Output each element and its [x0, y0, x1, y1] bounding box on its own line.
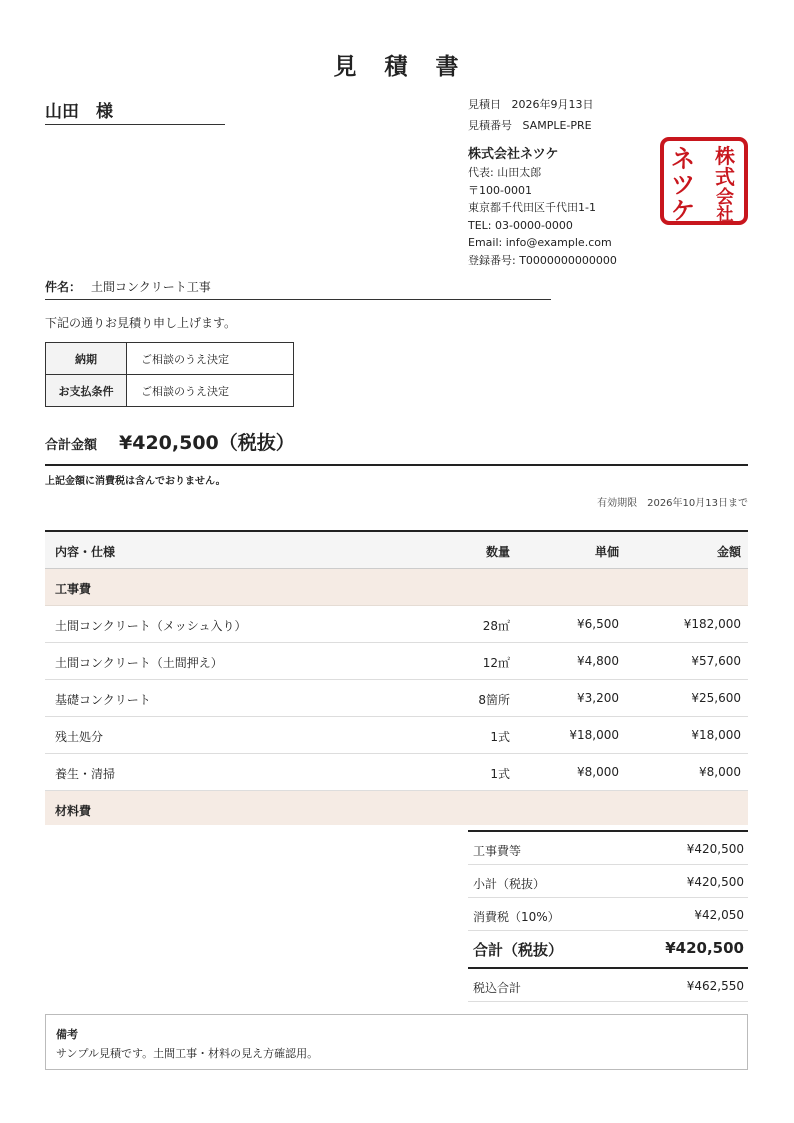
summary-row: [468, 832, 748, 865]
category-row: [45, 569, 748, 606]
item-price: ¥4,800: [577, 654, 619, 668]
items-table: [45, 530, 748, 825]
svg-text:社: 社: [716, 205, 734, 225]
tax-included-value: ¥462,550: [686, 979, 744, 993]
table-row: [45, 643, 748, 680]
item-desc: 土間コンクリート（土間押え）: [55, 656, 223, 670]
terms-row: [46, 343, 294, 375]
terms-value: ご相談のうえ決定: [127, 375, 294, 407]
header-desc: 内容・仕様: [55, 545, 116, 559]
terms-table: [45, 342, 294, 407]
tax-note: 上記金額に消費税は含んでおりません。: [45, 476, 226, 487]
grand-total-value: ¥420,500: [665, 939, 744, 957]
subject-value: 土間コンクリート工事: [91, 280, 211, 294]
category-name: 工事費: [55, 582, 92, 596]
company-postal: 〒100-0001: [468, 183, 532, 197]
table-row: [45, 606, 748, 643]
item-price: ¥8,000: [577, 765, 619, 779]
item-desc: 土間コンクリート（メッシュ入り）: [55, 619, 247, 633]
terms-row: [46, 375, 294, 407]
company-info: [468, 164, 617, 269]
summary-tax-included: [468, 969, 748, 1002]
notes-box: [45, 1014, 748, 1070]
estimate-date-value: 2026年9月13日: [511, 98, 594, 111]
summary-value: ¥42,050: [694, 908, 744, 922]
item-price: ¥6,500: [577, 617, 619, 631]
header-qty: 数量: [485, 545, 510, 559]
svg-text:ケ: ケ: [671, 197, 695, 225]
item-qty: 28㎡: [482, 619, 510, 633]
item-amount: ¥25,600: [691, 691, 741, 705]
estimate-date: [468, 96, 594, 112]
svg-text:ネ: ネ: [671, 145, 695, 173]
svg-text:ツ: ツ: [671, 171, 695, 199]
total-value: ¥420,500（税抜）: [119, 432, 295, 454]
subject-label: 件名：: [45, 280, 82, 294]
header-amount: 金額: [716, 545, 741, 559]
item-desc: 養生・清掃: [55, 767, 116, 781]
total-label: 合計金額: [45, 438, 98, 453]
client-name: 山田 様: [45, 97, 225, 125]
company-name: 株式会社ネツケ: [468, 147, 559, 162]
item-amount: ¥57,600: [691, 654, 741, 668]
company-registration: 登録番号: T0000000000000: [468, 253, 617, 267]
summary-table: [468, 830, 748, 1002]
total-amount: [45, 428, 748, 466]
grand-total-label: 合計（税抜）: [473, 941, 564, 959]
summary-grand-total: [468, 931, 748, 969]
item-desc: 基礎コンクリート: [55, 693, 151, 707]
estimate-number-label: 見積番号: [468, 119, 512, 132]
svg-text:株: 株: [715, 144, 735, 168]
item-qty: 1式: [490, 767, 510, 781]
table-row: [45, 717, 748, 754]
estimate-number-value: SAMPLE-PRE: [522, 119, 592, 132]
item-desc: 残土処分: [55, 730, 104, 744]
document-title: 見 積 書: [333, 54, 469, 80]
company-email: Email: info@example.com: [468, 236, 612, 249]
summary-label: 消費税（10%）: [473, 910, 560, 924]
notes-text: サンプル見積です。土間工事・材料の見え方確認用。: [56, 1047, 319, 1060]
item-amount: ¥18,000: [691, 728, 741, 742]
tax-included-label: 税込合計: [473, 981, 522, 995]
table-row: [45, 754, 748, 791]
validity-period: 有効期限 2026年10月13日まで: [597, 498, 748, 509]
company-representative: 代表: 山田太郎: [468, 166, 542, 179]
intro-text: 下記の通りお見積り申し上げます。: [45, 316, 237, 330]
summary-value: ¥420,500: [686, 875, 744, 889]
terms-label: 納期: [46, 343, 127, 375]
summary-label: 工事費等: [473, 844, 522, 858]
item-price: ¥18,000: [569, 728, 619, 742]
item-amount: ¥8,000: [699, 765, 741, 779]
company-address: 東京都千代田区千代田1-1: [468, 201, 596, 214]
company-seal-stamp: [660, 137, 748, 225]
svg-text:会: 会: [716, 187, 734, 208]
summary-row: [468, 865, 748, 898]
summary-value: ¥420,500: [686, 842, 744, 856]
items-header-row: [45, 532, 748, 569]
summary-row: [468, 898, 748, 931]
company-tel: TEL: 03-0000-0000: [468, 218, 573, 232]
header-price: 単価: [594, 545, 619, 559]
svg-text:式: 式: [715, 165, 735, 189]
estimate-number: [468, 117, 592, 133]
table-row: [45, 680, 748, 717]
terms-label: お支払条件: [46, 375, 127, 407]
terms-value: ご相談のうえ決定: [127, 343, 294, 375]
estimate-date-label: 見積日: [468, 98, 501, 111]
notes-title: 備考: [56, 1028, 78, 1041]
item-qty: 12㎡: [482, 656, 510, 670]
item-qty: 1式: [490, 730, 510, 744]
item-amount: ¥182,000: [683, 617, 741, 631]
category-name: 材料費: [55, 804, 92, 818]
subject-line: [45, 278, 551, 300]
item-price: ¥3,200: [577, 691, 619, 705]
summary-label: 小計（税抜）: [473, 877, 546, 891]
item-qty: 8箇所: [478, 693, 510, 707]
category-row: [45, 791, 748, 825]
